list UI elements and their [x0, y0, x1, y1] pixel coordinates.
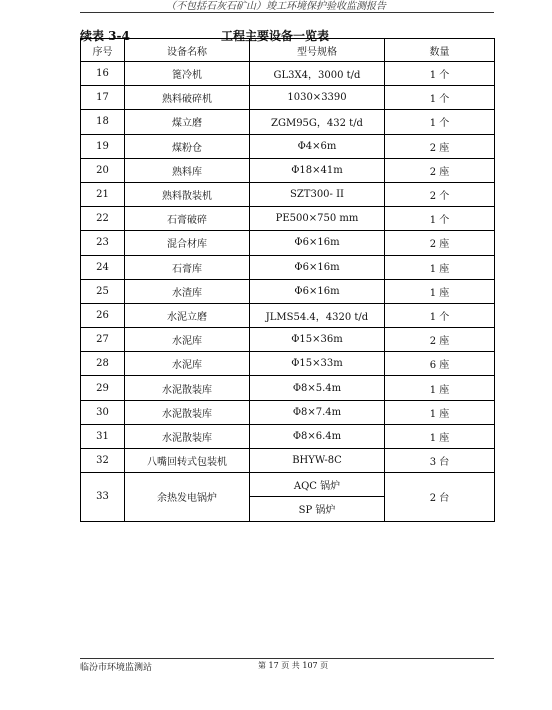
row-qty: 3 台 — [385, 449, 495, 473]
row-qty: 2 台 — [385, 473, 495, 521]
row-spec: Φ8×6.4m — [250, 424, 385, 448]
table-row — [81, 86, 495, 110]
table-title: 工程主要设备一览表 — [221, 29, 330, 43]
col-header-spec: 型号规格 — [250, 39, 385, 62]
row-no: 17 — [81, 86, 125, 110]
col-header-qty: 数量 — [385, 39, 495, 62]
row-spec: Φ18×41m — [250, 158, 385, 182]
table-row — [81, 376, 495, 400]
row-no: 25 — [81, 279, 125, 303]
col-header-name: 设备名称 — [125, 39, 250, 62]
row-no: 23 — [81, 231, 125, 255]
row-no: 24 — [81, 255, 125, 279]
row-qty: 2 个 — [385, 182, 495, 206]
table-row — [81, 207, 495, 231]
row-spec: ZGM95G，432 t/d — [250, 110, 385, 134]
row-name: 水泥立磨 — [125, 303, 250, 327]
row-spec: SP 锅炉 — [250, 497, 385, 521]
header-rule — [80, 12, 494, 13]
table-row — [81, 231, 495, 255]
row-qty: 1 个 — [385, 110, 495, 134]
table-row — [81, 400, 495, 424]
table-row — [81, 449, 495, 473]
row-spec: PE500×750 mm — [250, 207, 385, 231]
row-qty: 1 座 — [385, 424, 495, 448]
row-qty: 1 个 — [385, 303, 495, 327]
row-no: 20 — [81, 158, 125, 182]
table-row — [81, 255, 495, 279]
table-row — [81, 303, 495, 327]
row-qty: 1 座 — [385, 376, 495, 400]
row-name: 水泥库 — [125, 328, 250, 352]
table-body — [81, 62, 495, 473]
row-name: 煤立磨 — [125, 110, 250, 134]
row-no: 32 — [81, 449, 125, 473]
row-spec: AQC 锅炉 — [250, 473, 385, 497]
row-no: 28 — [81, 352, 125, 376]
row-spec: Φ6×16m — [250, 255, 385, 279]
row-spec: Φ4×6m — [250, 134, 385, 158]
row-no: 33 — [81, 473, 125, 521]
row-qty: 1 个 — [385, 86, 495, 110]
row-no: 16 — [81, 62, 125, 86]
row-qty: 2 座 — [385, 328, 495, 352]
row-no: 30 — [81, 400, 125, 424]
row-name: 煤粉仓 — [125, 134, 250, 158]
table-row — [81, 424, 495, 448]
row-name: 混合材库 — [125, 231, 250, 255]
row-qty: 1 个 — [385, 207, 495, 231]
row-name: 八嘴回转式包装机 — [125, 449, 250, 473]
table-row — [81, 182, 495, 206]
footer-page-number: 第 17 页 共 107 页 — [258, 661, 329, 670]
row-no: 29 — [81, 376, 125, 400]
row-no: 18 — [81, 110, 125, 134]
row-name: 熟料破碎机 — [125, 86, 250, 110]
row-no: 26 — [81, 303, 125, 327]
table-row — [81, 279, 495, 303]
row-no: 21 — [81, 182, 125, 206]
row-no: 19 — [81, 134, 125, 158]
row-name: 水泥散装库 — [125, 376, 250, 400]
table-row — [81, 473, 495, 497]
row-name: 余热发电锅炉 — [125, 473, 250, 521]
row-name: 水泥散装库 — [125, 400, 250, 424]
table-row — [81, 62, 495, 86]
row-name: 石膏破碎 — [125, 207, 250, 231]
row-no: 31 — [81, 424, 125, 448]
table-header-row — [81, 39, 495, 62]
table-row — [81, 352, 495, 376]
row-spec: JLMS54.4，4320 t/d — [250, 303, 385, 327]
footer-rule — [80, 658, 494, 659]
row-spec: GL3X4，3000 t/d — [250, 62, 385, 86]
table-label: 续表 3-4 — [80, 29, 130, 43]
table-row — [81, 134, 495, 158]
equipment-table — [80, 38, 495, 522]
row-qty: 1 个 — [385, 62, 495, 86]
row-spec: Φ8×7.4m — [250, 400, 385, 424]
col-header-no: 序号 — [81, 39, 125, 62]
row-spec: Φ6×16m — [250, 279, 385, 303]
row-name: 石膏库 — [125, 255, 250, 279]
row-qty: 1 座 — [385, 279, 495, 303]
row-spec: SZT300- II — [250, 182, 385, 206]
table-row — [81, 158, 495, 182]
row-spec: BHYW-8C — [250, 449, 385, 473]
row-qty: 1 座 — [385, 255, 495, 279]
row-spec: 1030×3390 — [250, 86, 385, 110]
row-no: 27 — [81, 328, 125, 352]
row-name: 熟料库 — [125, 158, 250, 182]
row-name: 水渣库 — [125, 279, 250, 303]
table-row — [81, 328, 495, 352]
row-spec: Φ15×33m — [250, 352, 385, 376]
row-qty: 2 座 — [385, 158, 495, 182]
row-name: 篦冷机 — [125, 62, 250, 86]
row-spec: Φ15×36m — [250, 328, 385, 352]
row-no: 22 — [81, 207, 125, 231]
row-spec: Φ8×5.4m — [250, 376, 385, 400]
row-qty: 2 座 — [385, 231, 495, 255]
row-qty: 1 座 — [385, 400, 495, 424]
row-name: 水泥库 — [125, 352, 250, 376]
footer-organization: 临汾市环境监测站 — [80, 663, 153, 673]
row-qty: 6 座 — [385, 352, 495, 376]
table-row — [81, 110, 495, 134]
row-qty: 2 座 — [385, 134, 495, 158]
row-name: 熟料散装机 — [125, 182, 250, 206]
row-spec: Φ6×16m — [250, 231, 385, 255]
page-header-title: （不包括石灰石矿山）竣工环境保护验收监测报告 — [166, 1, 386, 12]
row-name: 水泥散装库 — [125, 424, 250, 448]
